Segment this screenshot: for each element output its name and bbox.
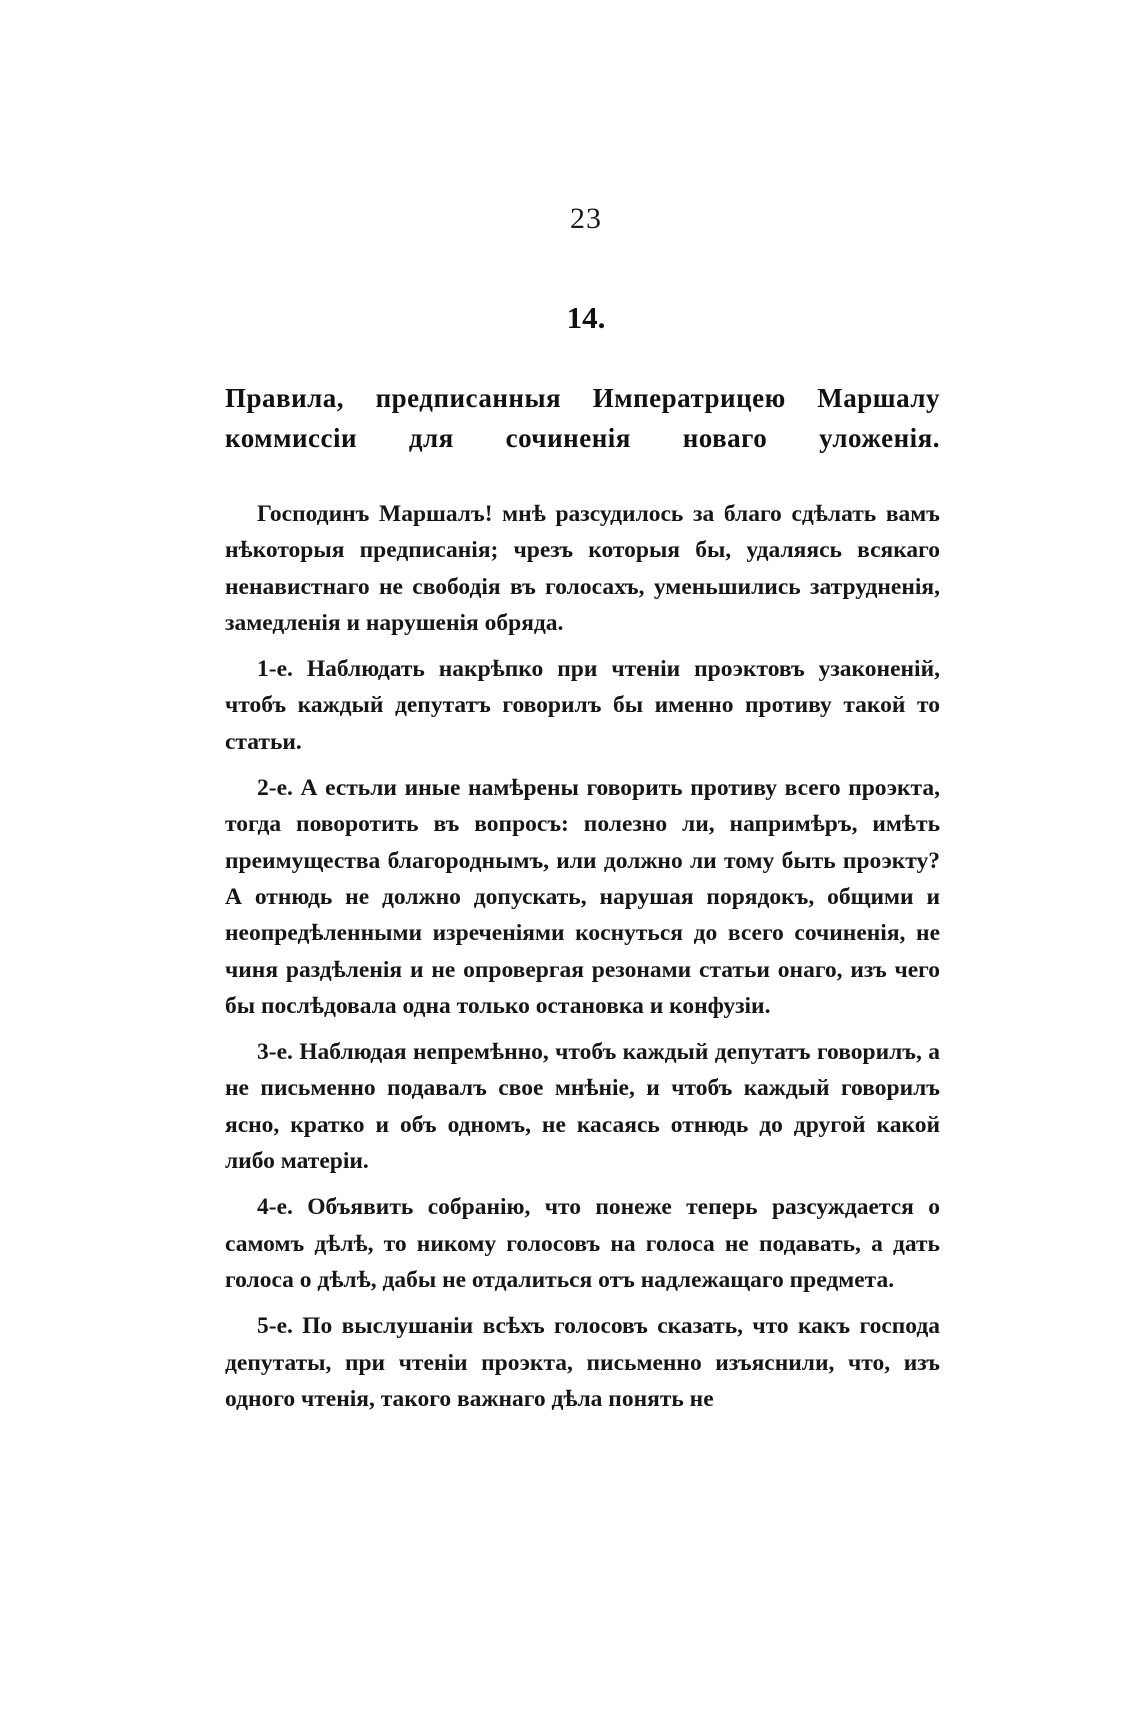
body-text xyxy=(225,496,940,1417)
document-number: 14. xyxy=(566,300,606,335)
paragraph-rule-4: 4-е. Объявить собранію, что понеже теперь разсуждается о самомъ дѣлѣ, то никому голосовъ на голоса не подавать, а дать голоса о дѣлѣ, дабы не отдалиться отъ надлежащаго предмета. xyxy=(225,1194,940,1293)
paragraph-rule-1: 1-е. Наблюдать накрѣпко при чтеніи проэктовъ узаконеній, чтобъ каждый депутатъ говорилъ бы именно противу такой то статьи. xyxy=(225,656,940,755)
paragraph-preamble: Господинъ Маршалъ! мнѣ разсудилось за благо сдѣлать вамъ нѣкоторыя предписанія; чрезъ которыя бы, удаляясь всякаго ненавистнаго не свободія въ голосахъ, уменьшились затрудненія, замедленія и нарушенія обряда. xyxy=(225,501,940,636)
page-number: 23 xyxy=(570,202,602,235)
document-heading: Правила, предписанныя Императрицею Маршалу коммиссіи для сочиненія новаго уложенія. xyxy=(225,383,940,453)
paragraph-rule-2: 2-е. А естьли иные намѣрены говорить противу всего проэкта, тогда поворотить въ вопросъ: полезно ли, напримѣръ, имѣть преимущества благороднымъ, или должно ли тому быть проэкту? А отнюдь не должно допускать, нарушая порядокъ, общими и неопредѣленными изреченіями коснуться до всего сочиненія, не чиня раздѣленія и не опровергая резонами статьи онаго, изъ чего бы послѣдовала одна только остановка и конфузіи. xyxy=(225,775,940,1019)
paragraph-rule-5: 5-е. По выслушаніи всѣхъ голосовъ сказать, что какъ господа депутаты, при чтеніи проэкта, письменно изъяснили, что, изъ одного чтенія, такого важнаго дѣла понять не xyxy=(225,1313,940,1412)
paragraph-rule-3: 3-е. Наблюдая непремѣнно, чтобъ каждый депутатъ говорилъ, а не письменно подавалъ свое мнѣніе, и чтобъ каждый говорилъ ясно, кратко и объ одномъ, не касаясь отнюдь до другой какой либо матеріи. xyxy=(225,1039,940,1175)
